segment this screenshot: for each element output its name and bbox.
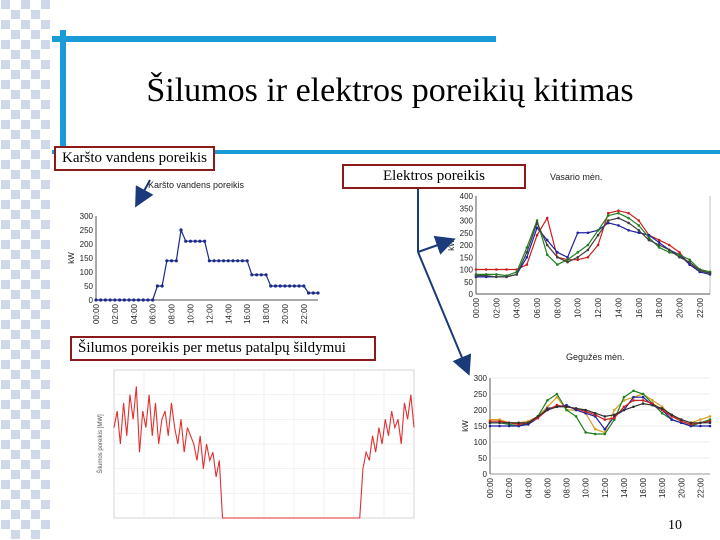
x-tick-label: 12:00	[594, 298, 604, 319]
x-tick-label: 18:00	[262, 304, 272, 325]
x-tick-label: 16:00	[243, 304, 253, 325]
y-tick-label: 0	[88, 296, 93, 305]
y-tick-label: 300	[459, 216, 473, 226]
x-tick-label: 14:00	[224, 304, 234, 325]
x-tick-label: 18:00	[658, 478, 668, 499]
x-tick-label: 02:00	[110, 304, 120, 325]
y-tick-label: 200	[79, 240, 93, 249]
x-tick-label: 00:00	[472, 298, 481, 319]
y-tick-label: 250	[79, 226, 93, 235]
y-axis-label: Šilumos poreikis [MW]	[98, 414, 104, 474]
x-tick-label: 16:00	[634, 298, 644, 319]
x-tick-label: 20:00	[280, 304, 290, 325]
x-tick-label: 04:00	[524, 478, 534, 499]
hot-water-label: Karšto vandens poreikis	[54, 146, 215, 171]
y-tick-label: 150	[79, 254, 93, 263]
x-tick-label: 20:00	[675, 298, 685, 319]
x-tick-label: 02:00	[505, 478, 515, 499]
x-tick-label: 22:00	[695, 298, 705, 319]
y-tick-label: 100	[473, 438, 487, 447]
may-month-label: Gegužės mėn.	[566, 352, 625, 362]
x-tick-label: 02:00	[492, 298, 502, 319]
y-tick-label: 150	[459, 253, 473, 263]
y-tick-label: 150	[473, 422, 487, 431]
arrow-electricity-may	[418, 252, 468, 372]
x-tick-label: 00:00	[92, 304, 101, 325]
x-tick-label: 22:00	[299, 304, 309, 325]
x-tick-label: 08:00	[553, 298, 563, 319]
x-tick-label: 22:00	[696, 478, 706, 499]
x-tick-label: 10:00	[573, 298, 583, 319]
y-tick-label: 250	[459, 228, 473, 238]
x-tick-label: 10:00	[581, 478, 591, 499]
x-tick-label: 10:00	[186, 304, 196, 325]
arrow-electricity-winter-head	[418, 240, 452, 252]
y-tick-label: 400	[459, 192, 473, 201]
x-tick-label: 20:00	[677, 478, 687, 499]
x-tick-label: 00:00	[486, 478, 495, 499]
x-tick-label: 08:00	[562, 478, 572, 499]
y-tick-label: 100	[459, 265, 473, 275]
y-tick-label: 100	[79, 268, 93, 277]
winter-month-label: Vasario mėn.	[550, 172, 603, 182]
x-tick-label: 06:00	[148, 304, 158, 325]
y-tick-label: 250	[473, 390, 487, 399]
page-number: 10	[668, 518, 682, 533]
y-axis-label: kW	[461, 420, 470, 432]
x-tick-label: 14:00	[619, 478, 629, 499]
x-tick-label: 12:00	[600, 478, 610, 499]
y-tick-label: 200	[473, 406, 487, 415]
x-tick-label: 06:00	[543, 478, 553, 499]
y-tick-label: 50	[464, 277, 473, 287]
y-tick-label: 0	[482, 470, 487, 479]
y-tick-label: 300	[79, 212, 93, 221]
y-axis-label: kW	[67, 252, 76, 264]
y-tick-label: 300	[473, 374, 487, 383]
electricity-label: Elektros poreikis	[342, 164, 526, 189]
x-tick-label: 04:00	[129, 304, 139, 325]
y-tick-label: 0	[468, 290, 473, 299]
x-tick-label: 16:00	[639, 478, 649, 499]
x-tick-label: 12:00	[205, 304, 215, 325]
x-tick-label: 04:00	[512, 298, 522, 319]
hot-water-chart-title: Karšto vandens poreikis	[148, 180, 245, 190]
x-tick-label: 08:00	[167, 304, 177, 325]
x-tick-label: 18:00	[655, 298, 665, 319]
x-tick-label: 14:00	[614, 298, 624, 319]
x-tick-label: 06:00	[533, 298, 543, 319]
y-axis-label: kW	[447, 239, 456, 251]
y-tick-label: 50	[84, 282, 93, 291]
y-tick-label: 350	[459, 204, 473, 214]
y-tick-label: 200	[459, 241, 473, 250]
slide-title: Šilumos ir elektros poreikių kitimas	[146, 72, 634, 109]
heating-label: Šilumos poreikis per metus patalpų šildymui	[70, 336, 376, 361]
y-tick-label: 50	[478, 454, 487, 463]
